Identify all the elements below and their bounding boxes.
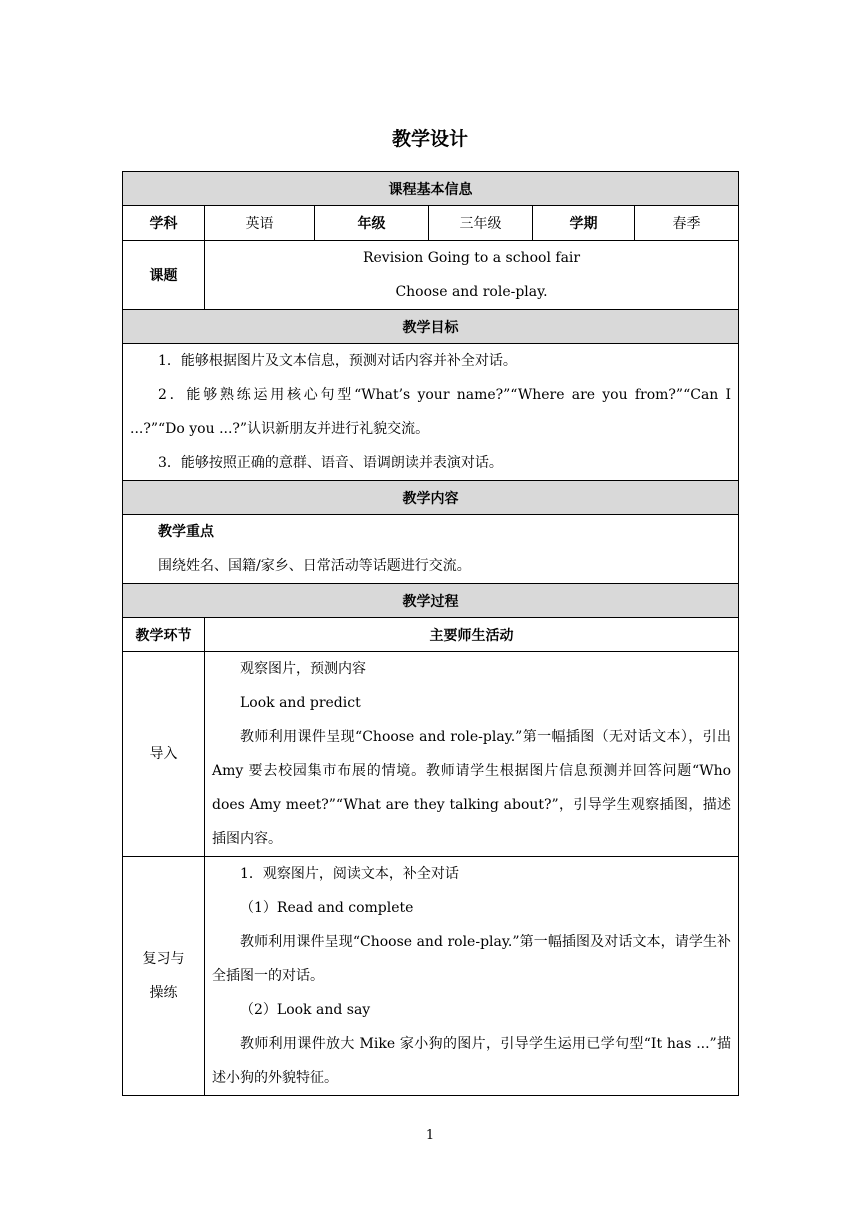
activity-paragraph: （2）Look and say <box>240 1002 371 1018</box>
section-header-process: 教学过程 <box>123 584 739 618</box>
subject-label: 学科 <box>123 206 205 241</box>
content-cell <box>123 515 739 584</box>
stage-review-practice <box>123 857 205 1096</box>
stage-line: 复习与 <box>142 951 185 967</box>
objective-item: 2．能够熟练运用核心句型“What’s your name?”“Where are you from?”“Can I ...?”“Do you ...?”认识新朋友并进行礼貌交流。 <box>130 387 732 437</box>
term-value: 春季 <box>635 206 739 241</box>
section-header-objectives: 教学目标 <box>123 310 739 344</box>
key-point-label: 教学重点 <box>158 524 214 540</box>
activity-paragraph: （1）Read and complete <box>240 900 414 916</box>
grade-label: 年级 <box>315 206 429 241</box>
subject-value: 英语 <box>205 206 315 241</box>
activity-paragraph: 1．观察图片，阅读文本，补全对话 <box>240 866 459 882</box>
stage-line: 操练 <box>149 985 178 1001</box>
key-point-text: 围绕姓名、国籍/家乡、日常活动等话题进行交流。 <box>158 558 471 574</box>
column-header-activity: 主要师生活动 <box>205 618 739 652</box>
page-number: 1 <box>425 1128 435 1143</box>
topic-line-1: Revision Going to a school fair <box>362 250 581 266</box>
stage-intro: 导入 <box>123 652 205 857</box>
activity-paragraph: Look and predict <box>240 695 361 711</box>
column-header-stage: 教学环节 <box>123 618 205 652</box>
term-label: 学期 <box>533 206 635 241</box>
objectives-cell <box>123 344 739 481</box>
section-header-basic-info: 课程基本信息 <box>123 172 739 206</box>
document-title: 教学设计 <box>391 128 468 150</box>
objective-item: 1．能够根据图片及文本信息，预测对话内容并补全对话。 <box>158 353 517 369</box>
activity-review-practice <box>205 857 739 1096</box>
lesson-plan-table <box>122 171 739 1096</box>
topic-label: 课题 <box>123 241 205 310</box>
activity-paragraph: 观察图片，预测内容 <box>240 661 366 677</box>
activity-paragraph: 教师利用课件放大 Mike 家小狗的图片，引导学生运用已学句型“It has ...”描述小狗的外貌特征。 <box>212 1036 732 1086</box>
objective-item: 3．能够按照正确的意群、语音、语调朗读并表演对话。 <box>158 455 503 471</box>
topic-value <box>205 241 739 310</box>
topic-line-2: Choose and role-play. <box>395 284 548 300</box>
activity-paragraph: 教师利用课件呈现“Choose and role-play.”第一幅插图及对话文本，请学生补全插图一的对话。 <box>212 934 732 984</box>
activity-intro <box>205 652 739 857</box>
grade-value: 三年级 <box>429 206 533 241</box>
activity-paragraph: 教师利用课件呈现“Choose and role-play.”第一幅插图（无对话文本），引出 Amy 要去校园集市布展的情境。教师请学生根据图片信息预测并回答问题“Who does Amy meet?”“What are they talking about?”，引导学生观察插图，描述插图内容。 <box>212 729 732 847</box>
section-header-content: 教学内容 <box>123 481 739 515</box>
